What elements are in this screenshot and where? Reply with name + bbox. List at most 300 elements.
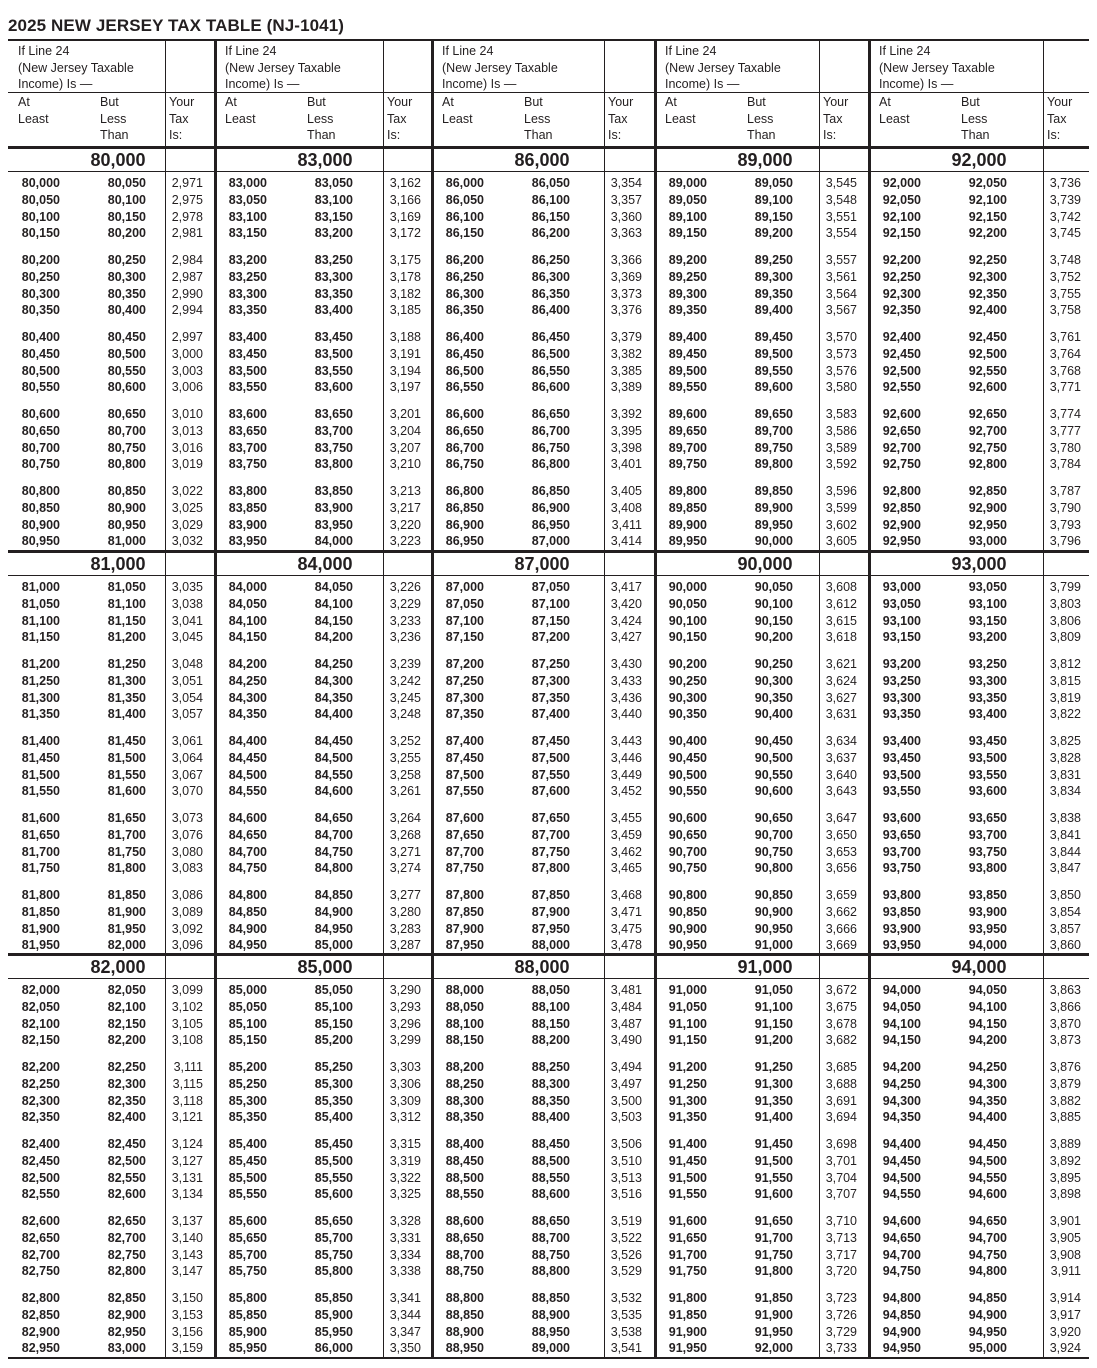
but-less-than-cell: 83,550: [314, 363, 353, 378]
but-less-than-cell: 88,350: [531, 1093, 570, 1108]
at-least-cell: 92,600: [882, 407, 921, 421]
at-least-cell: 83,200: [228, 253, 267, 267]
your-tax-cell: 3,115: [172, 1076, 203, 1091]
at-least-cell: 86,450: [445, 346, 484, 361]
at-least-cell: 87,750: [445, 861, 484, 876]
but-less-than-cell: 90,650: [754, 811, 793, 825]
but-less-than-cell: 80,550: [107, 363, 146, 378]
at-least-cell: 88,400: [445, 1137, 484, 1151]
at-least-cell: 86,600: [445, 407, 484, 421]
but-less-than-cell: 81,400: [107, 707, 146, 722]
but-less-than-cell: 88,100: [531, 999, 570, 1014]
at-least-cell: 81,900: [21, 921, 60, 936]
your-tax-cell: 3,306: [389, 1076, 421, 1091]
but-less-than-cell: 93,100: [968, 596, 1007, 611]
your-tax-cell: 3,669: [825, 938, 857, 953]
your-tax-cell: 3,793: [1049, 517, 1081, 532]
but-less-than-cell: 91,300: [754, 1076, 793, 1091]
but-less-than-cell: 91,400: [754, 1110, 793, 1125]
your-tax-cell: 2,975: [171, 192, 203, 207]
your-tax-cell: 3,204: [389, 423, 421, 438]
your-tax-cell: 3,309: [389, 1093, 421, 1108]
but-less-than-cell: 83,300: [314, 269, 353, 284]
but-less-than-cell: 81,850: [107, 888, 146, 902]
at-least-cell: 93,100: [882, 613, 921, 628]
your-tax-cell: 3,357: [610, 192, 642, 207]
your-tax-cell: 3,490: [610, 1033, 642, 1048]
at-least-cell: 84,900: [228, 921, 267, 936]
but-less-than-cell: 89,900: [754, 500, 793, 515]
tax-column-rule: [1043, 39, 1044, 1359]
but-less-than-cell: 82,150: [107, 1016, 146, 1031]
your-tax-cell: 3,223: [389, 534, 421, 549]
at-least-cell: 90,150: [668, 630, 707, 645]
but-less-than-cell: 94,850: [968, 1291, 1007, 1305]
at-least-cell: 82,100: [21, 1016, 60, 1031]
your-tax-cell: 3,844: [1049, 844, 1081, 859]
header-if-line-24: If Line 24 (New Jersey Taxable Income) Is —: [665, 44, 781, 91]
but-less-than-cell: 87,000: [531, 534, 570, 549]
at-least-cell: 91,600: [668, 1214, 707, 1228]
at-least-cell: 88,350: [445, 1110, 484, 1125]
at-least-cell: 88,850: [445, 1307, 484, 1322]
your-tax-cell: 3,650: [825, 827, 857, 842]
at-least-cell: 92,200: [882, 253, 921, 267]
your-tax-cell: 3,089: [171, 904, 203, 919]
at-least-cell: 80,600: [21, 407, 60, 421]
at-least-cell: 82,850: [21, 1307, 60, 1322]
but-less-than-cell: 89,450: [754, 330, 793, 344]
at-least-cell: 81,600: [21, 811, 60, 825]
but-less-than-cell: 88,400: [531, 1110, 570, 1125]
your-tax-cell: 3,312: [389, 1110, 421, 1125]
but-less-than-cell: 94,800: [968, 1264, 1007, 1279]
at-least-cell: 89,250: [668, 269, 707, 284]
but-less-than-cell: 82,050: [107, 983, 146, 997]
but-less-than-cell: 87,650: [531, 811, 570, 825]
your-tax-cell: 3,038: [171, 596, 203, 611]
your-tax-cell: 3,774: [1049, 407, 1081, 421]
your-tax-cell: 3,455: [610, 811, 642, 825]
but-less-than-cell: 89,300: [754, 269, 793, 284]
at-least-cell: 91,950: [668, 1341, 707, 1356]
at-least-cell: 90,600: [668, 811, 707, 825]
bracket-heading: 88,000: [514, 957, 570, 977]
your-tax-cell: 3,592: [825, 457, 857, 472]
your-tax-cell: 3,876: [1049, 1060, 1081, 1074]
your-tax-cell: 3,344: [389, 1307, 421, 1322]
but-less-than-cell: 82,350: [107, 1093, 146, 1108]
your-tax-cell: 3,299: [389, 1033, 421, 1048]
tax-column-rule: [383, 39, 384, 1359]
but-less-than-cell: 86,750: [531, 440, 570, 455]
at-least-cell: 92,350: [882, 303, 921, 318]
at-least-cell: 83,350: [228, 303, 267, 318]
at-least-cell: 85,700: [228, 1247, 267, 1262]
your-tax-cell: 3,194: [389, 363, 421, 378]
at-least-cell: 91,350: [668, 1110, 707, 1125]
at-least-cell: 84,100: [228, 613, 267, 628]
at-least-cell: 85,650: [228, 1230, 267, 1245]
at-least-cell: 84,400: [228, 734, 267, 748]
your-tax-cell: 2,984: [171, 253, 203, 267]
but-less-than-cell: 88,200: [531, 1033, 570, 1048]
your-tax-cell: 3,159: [171, 1341, 203, 1356]
but-less-than-cell: 92,800: [968, 457, 1007, 472]
but-less-than-cell: 81,950: [107, 921, 146, 936]
your-tax-cell: 3,405: [610, 484, 642, 498]
your-tax-cell: 3,147: [171, 1264, 203, 1279]
your-tax-cell: 3,341: [389, 1291, 421, 1305]
your-tax-cell: 3,239: [389, 657, 421, 671]
at-least-cell: 81,700: [21, 844, 60, 859]
your-tax-cell: 2,987: [171, 269, 203, 284]
your-tax-cell: 3,892: [1049, 1153, 1081, 1168]
your-tax-cell: 3,828: [1049, 750, 1081, 765]
at-least-cell: 85,100: [228, 1016, 267, 1031]
but-less-than-cell: 81,900: [107, 904, 146, 919]
your-tax-cell: 2,981: [171, 226, 203, 241]
but-less-than-cell: 90,850: [754, 888, 793, 902]
at-least-cell: 86,100: [445, 209, 484, 224]
your-tax-cell: 3,417: [610, 580, 642, 594]
at-least-cell: 88,200: [445, 1060, 484, 1074]
but-less-than-cell: 89,850: [754, 484, 793, 498]
at-least-cell: 92,750: [882, 457, 921, 472]
at-least-cell: 93,800: [882, 888, 921, 902]
header-but-less-than: But Less Than: [747, 95, 776, 142]
your-tax-cell: 3,748: [1049, 253, 1081, 267]
your-tax-cell: 3,882: [1049, 1093, 1081, 1108]
but-less-than-cell: 84,000: [314, 534, 353, 549]
but-less-than-cell: 80,050: [107, 176, 146, 190]
but-less-than-cell: 92,250: [968, 253, 1007, 267]
at-least-cell: 84,800: [228, 888, 267, 902]
at-least-cell: 83,800: [228, 484, 267, 498]
at-least-cell: 93,300: [882, 690, 921, 705]
at-least-cell: 92,700: [882, 440, 921, 455]
your-tax-cell: 3,516: [610, 1187, 642, 1202]
at-least-cell: 85,000: [228, 983, 267, 997]
at-least-cell: 92,050: [882, 192, 921, 207]
at-least-cell: 91,800: [668, 1291, 707, 1305]
but-less-than-cell: 80,900: [107, 500, 146, 515]
but-less-than-cell: 81,050: [107, 580, 146, 594]
at-least-cell: 85,900: [228, 1324, 267, 1339]
your-tax-cell: 3,723: [825, 1291, 857, 1305]
your-tax-cell: 3,784: [1049, 457, 1081, 472]
at-least-cell: 87,950: [445, 938, 484, 953]
your-tax-cell: 3,271: [389, 844, 421, 859]
but-less-than-cell: 85,850: [314, 1291, 353, 1305]
at-least-cell: 88,500: [445, 1170, 484, 1185]
your-tax-cell: 3,261: [389, 784, 421, 799]
at-least-cell: 80,800: [21, 484, 60, 498]
at-least-cell: 82,900: [21, 1324, 60, 1339]
at-least-cell: 89,200: [668, 253, 707, 267]
at-least-cell: 91,100: [668, 1016, 707, 1031]
but-less-than-cell: 81,250: [107, 657, 146, 671]
your-tax-cell: 3,758: [1049, 303, 1081, 318]
at-least-cell: 86,650: [445, 423, 484, 438]
at-least-cell: 87,650: [445, 827, 484, 842]
your-tax-cell: 3,436: [610, 690, 642, 705]
but-less-than-cell: 80,750: [107, 440, 146, 455]
but-less-than-cell: 91,050: [754, 983, 793, 997]
but-less-than-cell: 83,100: [314, 192, 353, 207]
bracket-heading: 93,000: [951, 554, 1007, 574]
your-tax-cell: 3,898: [1049, 1187, 1081, 1202]
your-tax-cell: 3,812: [1049, 657, 1081, 671]
but-less-than-cell: 88,050: [531, 983, 570, 997]
at-least-cell: 94,600: [882, 1214, 921, 1228]
your-tax-cell: 3,908: [1049, 1247, 1081, 1262]
but-less-than-cell: 90,200: [754, 630, 793, 645]
but-less-than-cell: 90,550: [754, 767, 793, 782]
at-least-cell: 88,000: [445, 983, 484, 997]
your-tax-cell: 3,465: [610, 861, 642, 876]
your-tax-cell: 3,197: [389, 380, 421, 395]
at-least-cell: 84,450: [228, 750, 267, 765]
your-tax-cell: 3,169: [389, 209, 421, 224]
at-least-cell: 81,850: [21, 904, 60, 919]
your-tax-cell: 3,564: [825, 286, 857, 301]
your-tax-cell: 3,866: [1049, 999, 1081, 1014]
your-tax-cell: 3,150: [171, 1291, 203, 1305]
header-but-less-than: But Less Than: [307, 95, 336, 142]
at-least-cell: 84,150: [228, 630, 267, 645]
at-least-cell: 92,650: [882, 423, 921, 438]
at-least-cell: 83,850: [228, 500, 267, 515]
at-least-cell: 87,300: [445, 690, 484, 705]
your-tax-cell: 3,809: [1049, 630, 1081, 645]
at-least-cell: 81,350: [21, 707, 60, 722]
at-least-cell: 87,100: [445, 613, 484, 628]
but-less-than-cell: 86,300: [531, 269, 570, 284]
your-tax-cell: 3,462: [610, 844, 642, 859]
but-less-than-cell: 81,700: [107, 827, 146, 842]
your-tax-cell: 3,258: [389, 767, 421, 782]
your-tax-cell: 3,873: [1049, 1033, 1081, 1048]
at-least-cell: 91,550: [668, 1187, 707, 1202]
your-tax-cell: 3,675: [825, 999, 857, 1014]
but-less-than-cell: 92,150: [968, 209, 1007, 224]
but-less-than-cell: 89,400: [754, 303, 793, 318]
at-least-cell: 83,050: [228, 192, 267, 207]
your-tax-cell: 3,102: [171, 999, 203, 1014]
header-if-line-24: If Line 24 (New Jersey Taxable Income) Is —: [18, 44, 134, 91]
your-tax-cell: 3,653: [825, 844, 857, 859]
but-less-than-cell: 85,800: [314, 1264, 353, 1279]
your-tax-cell: 3,608: [825, 580, 857, 594]
your-tax-cell: 3,013: [171, 423, 203, 438]
at-least-cell: 88,950: [445, 1341, 484, 1356]
but-less-than-cell: 80,100: [107, 192, 146, 207]
at-least-cell: 82,650: [21, 1230, 60, 1245]
at-least-cell: 81,450: [21, 750, 60, 765]
but-less-than-cell: 82,850: [107, 1291, 146, 1305]
but-less-than-cell: 83,650: [314, 407, 353, 421]
your-tax-cell: 3,713: [825, 1230, 857, 1245]
but-less-than-cell: 84,350: [314, 690, 353, 705]
your-tax-cell: 3,424: [610, 613, 642, 628]
your-tax-cell: 3,041: [171, 613, 203, 628]
but-less-than-cell: 93,550: [968, 767, 1007, 782]
your-tax-cell: 3,006: [171, 380, 203, 395]
but-less-than-cell: 80,150: [107, 209, 146, 224]
but-less-than-cell: 80,600: [107, 380, 146, 395]
your-tax-cell: 3,131: [171, 1170, 203, 1185]
your-tax-cell: 3,471: [610, 904, 642, 919]
your-tax-cell: 3,901: [1049, 1214, 1081, 1228]
your-tax-cell: 3,920: [1049, 1324, 1081, 1339]
but-less-than-cell: 84,200: [314, 630, 353, 645]
your-tax-cell: 3,777: [1049, 423, 1081, 438]
at-least-cell: 82,050: [21, 999, 60, 1014]
at-least-cell: 86,350: [445, 303, 484, 318]
at-least-cell: 89,800: [668, 484, 707, 498]
at-least-cell: 84,550: [228, 784, 267, 799]
column-block-rule: [868, 39, 871, 1359]
at-least-cell: 84,350: [228, 707, 267, 722]
your-tax-cell: 3,870: [1049, 1016, 1081, 1031]
at-least-cell: 93,150: [882, 630, 921, 645]
at-least-cell: 90,850: [668, 904, 707, 919]
but-less-than-cell: 86,000: [314, 1341, 353, 1356]
at-least-cell: 89,100: [668, 209, 707, 224]
your-tax-cell: 3,379: [610, 330, 642, 344]
but-less-than-cell: 88,650: [531, 1214, 570, 1228]
at-least-cell: 86,300: [445, 286, 484, 301]
at-least-cell: 92,450: [882, 346, 921, 361]
your-tax-cell: 3,532: [610, 1291, 642, 1305]
your-tax-cell: 3,634: [825, 734, 857, 748]
but-less-than-cell: 84,850: [314, 888, 353, 902]
your-tax-cell: 3,076: [171, 827, 203, 842]
but-less-than-cell: 86,900: [531, 500, 570, 515]
your-tax-cell: 3,283: [389, 921, 421, 936]
your-tax-cell: 3,857: [1049, 921, 1081, 936]
but-less-than-cell: 82,100: [107, 999, 146, 1014]
but-less-than-cell: 86,700: [531, 423, 570, 438]
at-least-cell: 82,950: [21, 1341, 60, 1356]
your-tax-cell: 3,468: [610, 888, 642, 902]
bracket-heading: 87,000: [514, 554, 570, 574]
but-less-than-cell: 81,800: [107, 861, 146, 876]
but-less-than-cell: 86,250: [531, 253, 570, 267]
at-least-cell: 91,450: [668, 1153, 707, 1168]
but-less-than-cell: 93,050: [968, 580, 1007, 594]
at-least-cell: 90,250: [668, 673, 707, 688]
at-least-cell: 90,800: [668, 888, 707, 902]
but-less-than-cell: 89,000: [531, 1341, 570, 1356]
your-tax-cell: 3,057: [171, 707, 203, 722]
your-tax-cell: 3,385: [610, 363, 642, 378]
tax-column-rule: [819, 39, 820, 1359]
at-least-cell: 87,500: [445, 767, 484, 782]
at-least-cell: 82,400: [21, 1137, 60, 1151]
but-less-than-cell: 86,150: [531, 209, 570, 224]
but-less-than-cell: 91,700: [754, 1230, 793, 1245]
at-least-cell: 84,200: [228, 657, 267, 671]
at-least-cell: 89,900: [668, 517, 707, 532]
but-less-than-cell: 92,550: [968, 363, 1007, 378]
your-tax-cell: 3,694: [825, 1110, 857, 1125]
at-least-cell: 87,850: [445, 904, 484, 919]
at-least-cell: 81,100: [21, 613, 60, 628]
at-least-cell: 86,950: [445, 534, 484, 549]
but-less-than-cell: 81,100: [107, 596, 146, 611]
but-less-than-cell: 88,850: [531, 1291, 570, 1305]
at-least-cell: 93,200: [882, 657, 921, 671]
your-tax-cell: 3,529: [610, 1264, 642, 1279]
at-least-cell: 85,350: [228, 1110, 267, 1125]
at-least-cell: 92,500: [882, 363, 921, 378]
your-tax-cell: 3,185: [389, 303, 421, 318]
at-least-cell: 92,400: [882, 330, 921, 344]
your-tax-cell: 3,526: [610, 1247, 642, 1262]
your-tax-cell: 3,682: [825, 1033, 857, 1048]
but-less-than-cell: 87,600: [531, 784, 570, 799]
but-less-than-cell: 82,000: [107, 938, 146, 953]
at-least-cell: 80,650: [21, 423, 60, 438]
your-tax-cell: 3,446: [610, 750, 642, 765]
but-less-than-cell: 92,600: [968, 380, 1007, 395]
at-least-cell: 88,800: [445, 1291, 484, 1305]
your-tax-cell: 3,720: [825, 1264, 857, 1279]
but-less-than-cell: 80,800: [107, 457, 146, 472]
but-less-than-cell: 90,950: [754, 921, 793, 936]
but-less-than-cell: 86,950: [531, 517, 570, 532]
at-least-cell: 82,450: [21, 1153, 60, 1168]
your-tax-cell: 3,019: [171, 457, 203, 472]
at-least-cell: 83,150: [228, 226, 267, 241]
your-tax-cell: 3,264: [389, 811, 421, 825]
your-tax-cell: 3,605: [825, 534, 857, 549]
your-tax-cell: 3,188: [389, 330, 421, 344]
your-tax-cell: 3,733: [825, 1341, 857, 1356]
at-least-cell: 90,900: [668, 921, 707, 936]
but-less-than-cell: 85,350: [314, 1093, 353, 1108]
at-least-cell: 81,550: [21, 784, 60, 799]
at-least-cell: 83,700: [228, 440, 267, 455]
your-tax-cell: 3,322: [389, 1170, 421, 1185]
but-less-than-cell: 94,350: [968, 1093, 1007, 1108]
at-least-cell: 81,650: [21, 827, 60, 842]
your-tax-cell: 3,656: [825, 861, 857, 876]
at-least-cell: 93,550: [882, 784, 921, 799]
your-tax-cell: 3,701: [825, 1153, 857, 1168]
your-tax-cell: 3,061: [171, 734, 203, 748]
band-label-rule: [8, 978, 1089, 979]
but-less-than-cell: 93,800: [968, 861, 1007, 876]
but-less-than-cell: 81,600: [107, 784, 146, 799]
but-less-than-cell: 86,550: [531, 363, 570, 378]
your-tax-cell: 3,296: [389, 1016, 421, 1031]
at-least-cell: 89,950: [668, 534, 707, 549]
your-tax-cell: 3,073: [171, 811, 203, 825]
your-tax-cell: 3,080: [171, 844, 203, 859]
at-least-cell: 83,250: [228, 269, 267, 284]
your-tax-cell: 3,156: [171, 1324, 203, 1339]
but-less-than-cell: 82,550: [107, 1170, 146, 1185]
but-less-than-cell: 92,300: [968, 269, 1007, 284]
but-less-than-cell: 89,650: [754, 407, 793, 421]
but-less-than-cell: 83,800: [314, 457, 353, 472]
but-less-than-cell: 89,250: [754, 253, 793, 267]
but-less-than-cell: 84,900: [314, 904, 353, 919]
your-tax-cell: 3,025: [171, 500, 203, 515]
